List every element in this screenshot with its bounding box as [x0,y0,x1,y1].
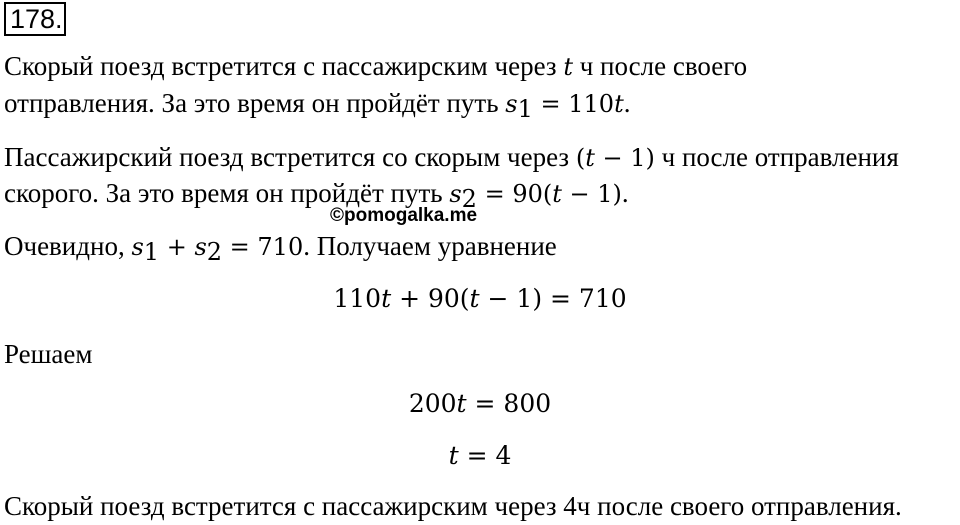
math: = 4 [458,441,512,470]
var-s: s [505,90,518,118]
var-t: t [614,90,624,118]
var-t: t [552,180,562,208]
math: = 90( [476,180,553,208]
math: = 110 [532,90,615,118]
var-t: t [469,284,480,313]
var-t: t [456,389,467,418]
equation-1 [0,284,960,313]
text: Скорый поезд встретится с пассажирским через [4,51,564,81]
math: ( [575,144,586,172]
subscript: 1 [143,238,160,266]
paragraph-3 [4,230,557,266]
subscript: 2 [461,185,477,213]
math: 110 [333,284,382,313]
solve-label: Решаем [4,339,93,369]
math: − 1) = 710 [479,284,627,313]
var-s: s [449,180,462,208]
text: Пассажирский поезд встретится со скорым через [4,142,576,172]
text: отправления. За это время он пройдёт путь [4,88,506,118]
text: скорого. За это время он пройдёт путь [4,178,450,208]
var-t: t [381,284,392,313]
var-t: t [585,144,595,172]
var-s: s [194,233,207,261]
math: = 800 [466,389,552,418]
text: Очевидно, [4,231,132,261]
problem-number: 178. [4,2,66,36]
watermark: ©pomogalka.me [330,205,478,226]
equation-2 [0,389,960,418]
var-t: t [448,441,459,470]
math: = 710 [222,233,304,261]
paragraph-1-line-2 [4,87,631,123]
equation-3 [0,441,960,470]
math: 200 [408,389,457,418]
paragraph-2-line-2 [4,177,629,213]
text: ч после своего [572,51,748,81]
text: . [623,88,631,118]
subscript: 2 [206,238,223,266]
answer: Скорый поезд встретится с пассажирским через 4ч после своего отправления. [4,491,902,521]
var-s: s [131,233,144,261]
math: − 1) [594,144,655,172]
math: + 90( [391,284,470,313]
paragraph-2-line-1 [4,141,899,174]
text: . [621,178,629,208]
text: ч после отправления [654,142,899,172]
paragraph-1-line-1 [4,50,747,83]
var-t: t [563,53,573,81]
math: + [159,233,195,261]
subscript: 1 [517,95,533,123]
math: − 1) [561,180,622,208]
text: . Получаем уравнение [303,231,557,261]
